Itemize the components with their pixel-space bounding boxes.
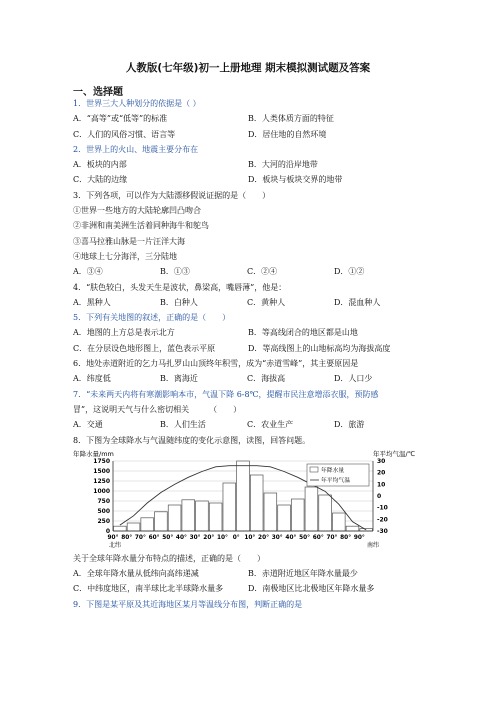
x-tick-label: 50° (162, 534, 174, 541)
precip-bar (346, 526, 359, 531)
question-4-options (73, 295, 433, 310)
question-3-statement: ④地球上七分海洋，三分陆地 (73, 251, 177, 261)
option-d[interactable]: D．①② (334, 267, 365, 277)
question-1-options (73, 111, 433, 126)
y2-axis-title: 年平均气温/℃ (373, 449, 415, 458)
x-tick-label: 20° (258, 534, 270, 541)
question-6-options (73, 371, 433, 386)
option-a[interactable]: A．纬度低 (73, 374, 111, 384)
question-3-options (73, 264, 433, 279)
question-8: 8．下图为全球降水与气温随纬度的变化示意图，读图，回答问题。 (73, 435, 311, 445)
option-c[interactable]: C．中纬度地区，南半球比北半球降水量多 (73, 584, 224, 594)
section-heading: 一、选择题 (73, 87, 123, 98)
option-b[interactable]: B．白种人 (160, 297, 198, 307)
x-tick-label: 90° (353, 534, 365, 541)
y-tick-label: 1250 (93, 477, 110, 485)
precip-bar (168, 505, 181, 531)
y-tick-label: 1000 (93, 487, 110, 495)
precip-bar (141, 518, 154, 531)
option-c[interactable]: C．农业生产 (247, 420, 294, 430)
question-5: 5．下列有关地图的叙述，正确的是（ ） (73, 313, 231, 323)
precip-bar (319, 495, 332, 531)
question-3-statement: ①世界一些地方的大陆轮廓凹凸吻合 (73, 206, 201, 216)
x-tick-label: 50° (299, 534, 311, 541)
legend-temp: 年平均气温 (321, 477, 350, 484)
option-c[interactable]: C．海拔高 (247, 374, 286, 384)
question-list (73, 96, 433, 612)
y2-tick-label: 30 (377, 457, 386, 465)
option-a[interactable]: A．地图的上方总是表示北方 (73, 328, 175, 338)
y-tick-label: 500 (97, 507, 110, 515)
option-a[interactable]: A．③④ (73, 267, 103, 277)
question-5-options (73, 325, 433, 340)
precip-bar (127, 523, 140, 531)
question-9: 9．下图是某平原及其近海地区某月等温线分布图，判断正确的是 (73, 599, 303, 609)
y-tick-label: 1500 (93, 467, 110, 475)
legend-precip: 年降水量 (321, 467, 345, 474)
option-d[interactable]: D．居住地的自然环境 (248, 129, 327, 139)
question-7: 7．“未来两天内将有寒潮影响本市，气温下降 6-8℃，提醒市民注意增添衣服，预防感 (73, 389, 379, 399)
x-tick-label: 70° (134, 534, 146, 541)
question-6: 6．地处赤道附近的乞力马扎罗山山顶终年积雪，成为“赤道雪峰”，其主要原因是 (73, 359, 359, 369)
precip-bar (114, 526, 127, 531)
question-7-options (73, 417, 433, 432)
y-tick-label: 250 (97, 517, 110, 525)
question-4: 4．“肤色较白，头发天生是波状，鼻梁高，嘴唇薄”，他是： (73, 282, 287, 292)
option-a[interactable]: A．板块的内部 (73, 160, 127, 170)
x-tick-label: 10° (244, 534, 256, 541)
precip-bar (155, 512, 168, 531)
x-tick-label: 20° (203, 534, 215, 541)
option-b[interactable]: B．大河的沿岸地带 (248, 160, 318, 170)
option-a[interactable]: A．黑种人 (73, 297, 111, 307)
x-tick-label: 90° (107, 534, 119, 541)
option-a[interactable]: A．“高等”或“低等”的标准 (73, 114, 168, 124)
question-2: 2．世界上的火山、地震主要分布在 (73, 144, 199, 154)
x-right-label: 南纬 (367, 541, 380, 549)
page-title: 人教版(七年级)初一上册地理 期末模拟测试题及答案 (125, 62, 371, 74)
option-b[interactable]: B．赤道附近地区年降水量最少 (248, 569, 358, 579)
precip-bar (278, 505, 291, 531)
option-b[interactable]: B．等高线闭合的地区都是山地 (248, 328, 358, 338)
y2-tick-label: 0 (377, 492, 382, 500)
y-axis-title: 年降水量/mm (73, 449, 114, 458)
x-tick-label: 60° (148, 534, 160, 541)
y-tick-label: 750 (97, 497, 110, 505)
question-3-statement: ②非洲和南美洲生活着同种海牛和鸵鸟 (73, 221, 209, 231)
precip-temp-chart (73, 449, 433, 551)
question-7-cont: 冒”，这说明天气与什么密切相关 （ ） (73, 404, 242, 414)
y2-tick-label: 10 (377, 481, 386, 489)
precip-bar (264, 493, 277, 531)
x-tick-label: 30° (189, 534, 201, 541)
precip-bar (305, 487, 318, 531)
question-1-options (73, 127, 433, 142)
y-tick-label: 1750 (93, 457, 110, 465)
y2-tick-label: -30 (377, 527, 388, 535)
precip-bar (209, 503, 222, 531)
y2-tick-label: 20 (377, 469, 386, 477)
question-1: 1．世界三大人种划分的依据是（ ） (73, 99, 201, 108)
precip-bar (196, 501, 209, 531)
option-d[interactable]: D．南极地区比北极地区年降水量多 (248, 584, 375, 594)
question-5-options (73, 341, 433, 356)
option-c[interactable]: C．②④ (247, 267, 278, 277)
option-c[interactable]: C．在分层设色地形图上，蓝色表示平原 (73, 343, 216, 353)
x-tick-label: 70° (326, 534, 338, 541)
option-d[interactable]: D．旅游 (334, 420, 365, 430)
x-tick-label: 80° (340, 534, 352, 541)
question-8-options (73, 566, 433, 581)
precip-bar (182, 500, 195, 531)
x-tick-label: 10° (216, 534, 228, 541)
option-c[interactable]: C．人们的风俗习惯、语言等 (73, 129, 176, 139)
precip-bar (223, 483, 236, 531)
question-3: 3．下列各项，可以作为大陆漂移假说证据的是（ ） (73, 190, 271, 200)
question-2-options (73, 157, 433, 172)
question-3-statement: ③喜马拉雅山脉是一片汪洋大海 (73, 236, 185, 246)
precip-bar (291, 499, 304, 531)
option-a[interactable]: A．全球年降水量从低纬向高纬递减 (73, 569, 199, 579)
x-tick-label: 40° (285, 534, 297, 541)
question-8-options (73, 581, 433, 596)
x-tick-label: 40° (175, 534, 187, 541)
y-tick-label: 0 (105, 527, 110, 535)
option-d[interactable]: D．混血种人 (334, 297, 381, 307)
precip-bar (250, 475, 263, 531)
option-b[interactable]: B．离海近 (160, 374, 198, 384)
x-tick-label: 30° (271, 534, 283, 541)
chart-svg (73, 449, 433, 551)
legend-bar-swatch (310, 467, 318, 472)
option-a[interactable]: A．交通 (73, 420, 103, 430)
option-d[interactable]: D．人口少 (334, 374, 373, 384)
question-2-options (73, 172, 433, 187)
precip-bar (332, 513, 345, 531)
x-left-label: 北纬 (109, 541, 122, 549)
x-tick-label: 80° (121, 534, 133, 541)
option-d[interactable]: D．等高线图上的山地标高均为海拔高度 (248, 343, 391, 353)
precip-bar (237, 461, 250, 531)
question-8-sub: 关于全球年降水量分布特点的描述，正确的是（ ） (73, 553, 265, 563)
x-tick-label: 0° (232, 534, 240, 541)
y2-tick-label: -10 (377, 504, 388, 512)
option-d[interactable]: D．板块与板块交界的地带 (248, 175, 343, 185)
y2-tick-label: -20 (377, 516, 388, 524)
option-b[interactable]: B．人类体质方面的特征 (248, 114, 334, 124)
x-tick-label: 60° (312, 534, 324, 541)
option-c[interactable]: C．大陆的边缘 (73, 175, 128, 185)
option-b[interactable]: B．人们生活 (160, 420, 206, 430)
option-b[interactable]: B．①③ (160, 267, 190, 277)
option-c[interactable]: C．黄种人 (247, 297, 286, 307)
